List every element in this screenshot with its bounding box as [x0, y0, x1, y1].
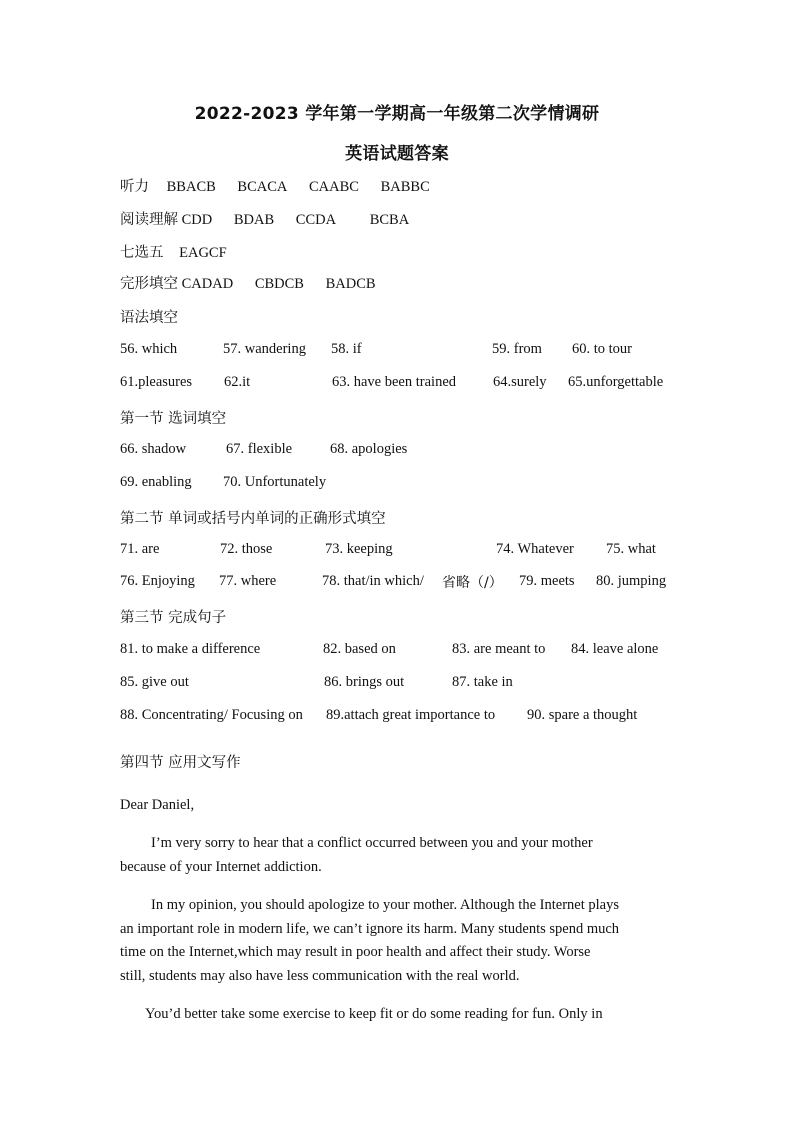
section3-label: 第三节 完成句子	[120, 610, 227, 626]
vocab-answer: 69. enabling	[120, 474, 192, 490]
sentence-answer: 86. brings out	[324, 674, 405, 690]
cloze-answer: CADAD	[181, 276, 234, 292]
letter-salutation: Dear Daniel,	[120, 797, 195, 813]
cloze-label: 完形填空	[120, 276, 178, 292]
seven-five-label: 七选五	[120, 245, 164, 261]
cloze-answer: CBDCB	[254, 276, 304, 292]
page-subtitle: 英语试题答案	[345, 144, 449, 164]
grammar-label: 语法填空	[120, 310, 178, 326]
grammar-answer: 63. have been trained	[332, 374, 457, 390]
letter-line: I’m very sorry to hear that a conflict occurred between you and your mother	[151, 835, 593, 851]
word-form-answer: 76. Enjoying	[120, 573, 195, 589]
letter-line: because of your Internet addiction.	[120, 858, 322, 875]
word-form-answer: 79. meets	[519, 573, 575, 589]
grammar-answer: 62.it	[224, 374, 251, 390]
reading-answer: BDAB	[233, 212, 275, 228]
letter-line: In my opinion, you should apologize to your mother. Although the Internet plays	[151, 897, 619, 913]
listening-answer: BABBC	[380, 179, 430, 195]
sentence-answer: 83. are meant to	[452, 641, 546, 657]
grammar-answer: 61.pleasures	[120, 374, 193, 390]
listening-answer: BCACA	[237, 179, 288, 195]
sentence-answer: 81. to make a difference	[120, 641, 261, 657]
letter-line: an important role in modern life, we can’t ignore its harm. Many students spend much	[120, 920, 620, 937]
listening-answer: BBACB	[166, 179, 216, 195]
section4-label: 第四节 应用文写作	[120, 755, 241, 771]
word-form-answer: 77. where	[219, 573, 277, 589]
section2-label: 第二节 单词或括号内单词的正确形式填空	[120, 511, 386, 527]
vocab-answer: 66. shadow	[120, 441, 187, 457]
section1-label: 第一节 选词填空	[120, 411, 227, 427]
word-form-answer: 75. what	[606, 541, 656, 557]
listening-row	[120, 175, 430, 196]
grammar-answer: 60. to tour	[572, 341, 633, 357]
grammar-answer: 65.unforgettable	[568, 374, 664, 390]
listening-answer: CAABC	[309, 179, 359, 195]
word-form-answer: 74. Whatever	[496, 541, 574, 557]
letter-paragraph	[120, 1003, 670, 1027]
grammar-answer: 64.surely	[493, 374, 547, 390]
word-form-answer: 73. keeping	[325, 541, 393, 557]
grammar-answer: 59. from	[492, 341, 542, 357]
grammar-answer: 56. which	[120, 341, 178, 357]
seven-five-row	[120, 241, 227, 262]
word-form-answer: 省略（/）	[442, 575, 503, 591]
reading-answer: BCBA	[369, 212, 410, 228]
word-form-answer: 78. that/in which/	[322, 573, 424, 589]
word-form-answer: 80. jumping	[596, 573, 667, 589]
sentence-answer: 82. based on	[323, 641, 396, 657]
sentence-answer: 88. Concentrating/ Focusing on	[120, 707, 303, 723]
cloze-answer: BADCB	[325, 276, 376, 292]
sentence-answer: 85. give out	[120, 674, 189, 690]
reading-answer: CCDA	[295, 212, 337, 228]
reading-answer: CDD	[181, 212, 213, 228]
letter-line: still, students may also have less communication with the real world.	[120, 967, 520, 984]
seven-five-answer: EAGCF	[179, 245, 227, 261]
letter-line: time on the Internet,which may result in poor health and affect their study. Worse	[120, 944, 591, 960]
grammar-answer: 57. wandering	[223, 341, 306, 357]
page-title: 2022-2023 学年第一学期高一年级第二次学情调研	[194, 104, 600, 124]
grammar-answer: 58. if	[331, 341, 362, 357]
word-form-answer: 72. those	[220, 541, 273, 557]
letter-line: You’d better take some exercise to keep fit or do some reading for fun. Only in	[145, 1006, 603, 1022]
sentence-answer: 90. spare a thought	[527, 707, 638, 723]
listening-label: 听力	[120, 179, 149, 195]
letter-paragraph	[120, 894, 670, 988]
sentence-answer: 89.attach great importance to	[326, 707, 496, 723]
vocab-answer: 70. Unfortunately	[223, 474, 327, 490]
reading-label: 阅读理解	[120, 212, 178, 228]
vocab-answer: 67. flexible	[226, 441, 293, 457]
reading-row	[120, 208, 409, 229]
letter-paragraph	[120, 832, 670, 879]
cloze-row	[120, 272, 376, 293]
vocab-answer: 68. apologies	[330, 441, 408, 457]
word-form-answer: 71. are	[120, 541, 160, 557]
sentence-answer: 87. take in	[452, 674, 513, 690]
sentence-answer: 84. leave alone	[571, 641, 659, 657]
